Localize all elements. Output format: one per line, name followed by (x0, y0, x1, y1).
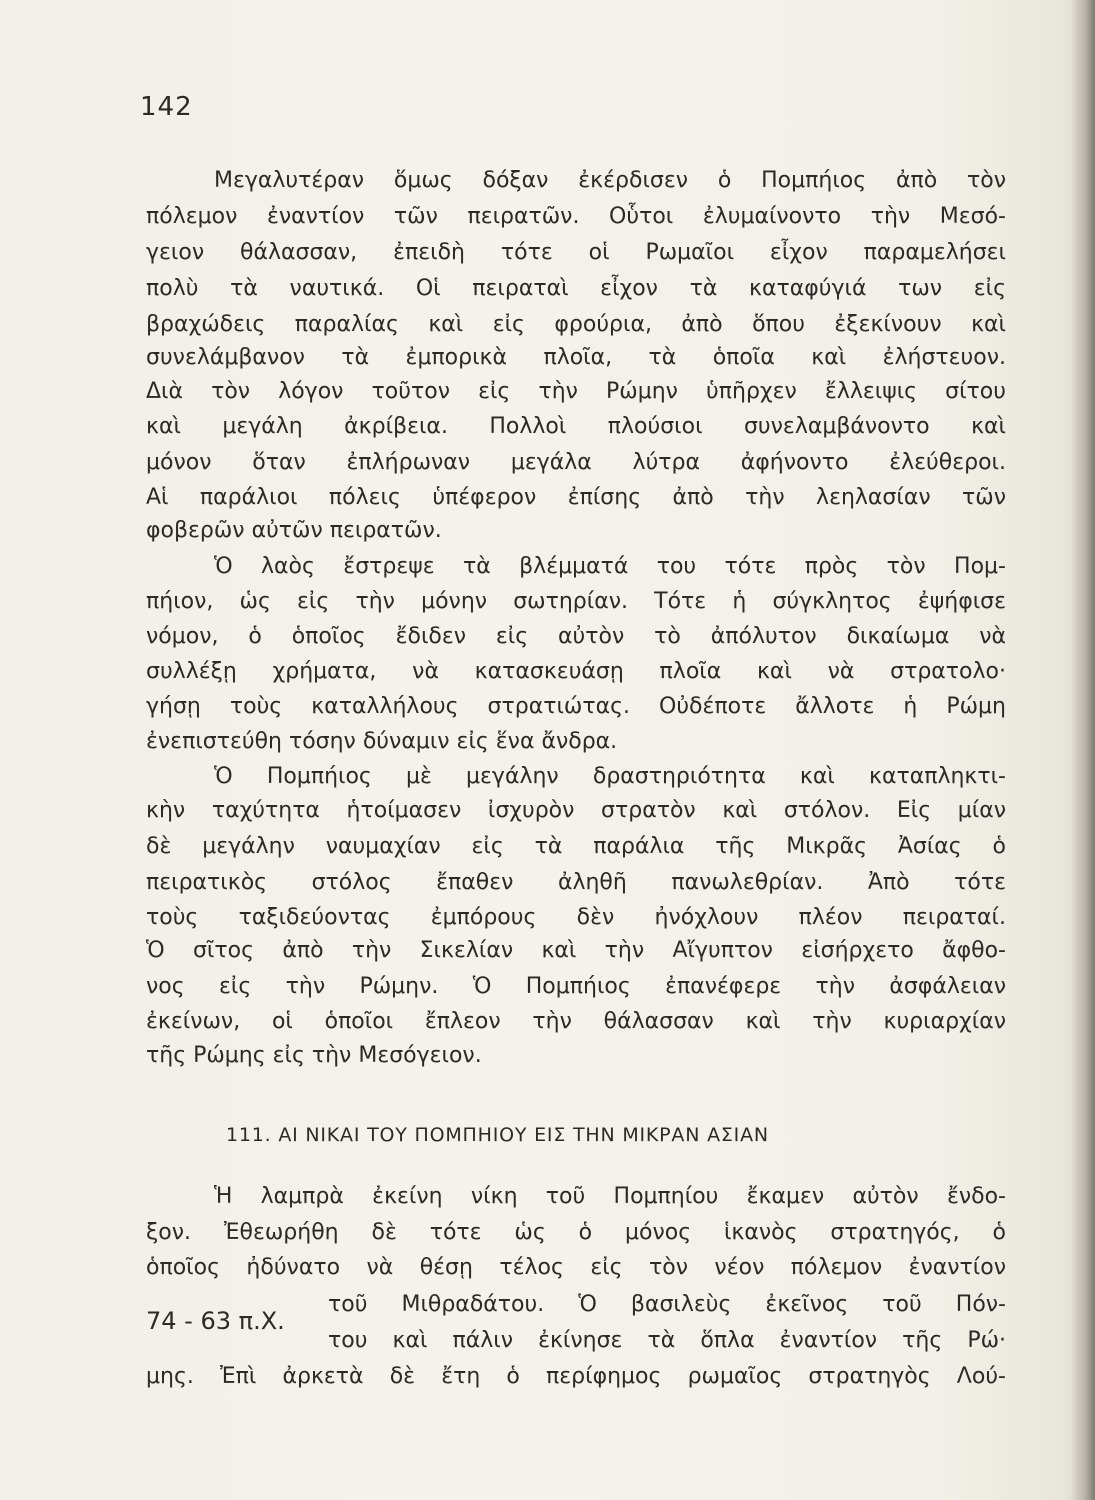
text-line: Μεγαλυτέραν ὅμως δόξαν ἐκέρδισεν ὁ Πομπήιος ἀπὸ τὸν (214, 168, 1006, 193)
text-line: γήσῃ τοὺς καταλλήλους στρατιώτας. Οὐδέποτε ἄλλοτε ἡ Ρώμη (146, 694, 1006, 719)
text-line: Ὁ σῖτος ἀπὸ τὴν Σικελίαν καὶ τὴν Αἴγυπτον εἰσήρχετο ἄφθο- (146, 938, 1006, 963)
text-line: τοὺς ταξιδεύοντας ἐμπόρους δὲν ἠνόχλουν πλέον πειραταί. (146, 905, 1006, 930)
text-line: ἐκείνων, οἱ ὁποῖοι ἔπλεον τὴν θάλασσαν καὶ τὴν κυριαρχίαν (146, 1009, 1006, 1034)
text-line: καὶ μεγάλη ἀκρίβεια. Πολλοὶ πλούσιοι συνελαμβάνοντο καὶ (146, 414, 1006, 439)
text-line: Ὁ Πομπήιος μὲ μεγάλην δραστηριότητα καὶ καταπληκτι- (214, 764, 1006, 789)
text-line: συλλέξῃ χρήματα, νὰ κατασκευάσῃ πλοῖα καὶ νὰ στρατολο· (146, 659, 1006, 684)
text-line: ἐνεπιστεύθη τόσην δύναμιν εἰς ἕνα ἄνδρα. (146, 729, 618, 754)
text-line: δὲ μεγάλην ναυμαχίαν εἰς τὰ παράλια τῆς Μικρᾶς Ἀσίας ὁ (146, 834, 1006, 859)
text-line: Ὁ λαὸς ἔστρεψε τὰ βλέμματά του τότε πρὸς τὸν Πομ- (214, 554, 1006, 579)
text-line: μης. Ἐπὶ ἀρκετὰ δὲ ἔτη ὁ περίφημος ρωμαῖος στρατηγὸς Λού- (146, 1364, 1006, 1389)
text-line: νόμον, ὁ ὁποῖος ἔδιδεν εἰς αὐτὸν τὸ ἀπόλυτον δικαίωμα νὰ (146, 624, 1006, 649)
text-line: συνελάμβανον τὰ ἐμπορικὰ πλοῖα, τὰ ὁποῖα καὶ ἐλήστευον. (146, 345, 1006, 370)
page-edge-shadow (1071, 0, 1095, 1500)
text-line: πόλεμον ἐναντίον τῶν πειρατῶν. Οὗτοι ἐλυμαίνοντο τὴν Μεσό- (146, 204, 1006, 229)
text-line: φοβερῶν αὐτῶν πειρατῶν. (146, 518, 442, 543)
text-line: ὁποῖος ἠδύνατο νὰ θέσῃ τέλος εἰς τὸν νέον πόλεμον ἐναντίον (146, 1255, 1006, 1280)
text-line: ξον. Ἐθεωρήθη δὲ τότε ὡς ὁ μόνος ἱκανὸς στρατηγός, ὁ (146, 1220, 1006, 1245)
section-heading: 111. ΑΙ ΝΙΚΑΙ ΤΟΥ ΠΟΜΠΗΙΟΥ ΕΙΣ ΤΗΝ ΜΙΚΡΑΝ ΑΣΙΑΝ (226, 1124, 769, 1146)
text-line: γειον θάλασσαν, ἐπειδὴ τότε οἱ Ρωμαῖοι εἶχον παραμελήσει (146, 240, 1006, 265)
text-line: νος εἰς τὴν Ρώμην. Ὁ Πομπήιος ἐπανέφερε τὴν ἀσφάλειαν (146, 974, 1006, 999)
text-line: του καὶ πάλιν ἐκίνησε τὰ ὅπλα ἐναντίον τῆς Ρώ· (328, 1328, 1006, 1353)
text-line: πειρατικὸς στόλος ἔπαθεν ἀληθῆ πανωλεθρίαν. Ἀπὸ τότε (146, 870, 1006, 895)
text-line: τοῦ Μιθραδάτου. Ὁ βασιλεὺς ἐκεῖνος τοῦ Πόν- (328, 1292, 1006, 1317)
text-line: κὴν ταχύτητα ἡτοίμασεν ἰσχυρὸν στρατὸν καὶ στόλον. Εἰς μίαν (146, 798, 1006, 823)
page-number: 142 (140, 92, 193, 122)
text-line: πολὺ τὰ ναυτικά. Οἱ πειραταὶ εἶχον τὰ καταφύγιά των εἰς (146, 276, 1006, 301)
text-line: Αἱ παράλιοι πόλεις ὑπέφερον ἐπίσης ἀπὸ τὴν λεηλασίαν τῶν (146, 485, 1006, 510)
text-line: πήιον, ὡς εἰς τὴν μόνην σωτηρίαν. Τότε ἡ σύγκλητος ἐψήφισε (146, 589, 1006, 614)
margin-date-note: 74 - 63 π.Χ. (146, 1307, 285, 1335)
text-line: Ἡ λαμπρὰ ἐκείνη νίκη τοῦ Πομπηίου ἔκαμεν αὐτὸν ἔνδο- (214, 1184, 1006, 1209)
text-line: τῆς Ρώμης εἰς τὴν Μεσόγειον. (146, 1043, 482, 1068)
text-line: μόνον ὅταν ἐπλήρωναν μεγάλα λύτρα ἀφήνοντο ἐλεύθεροι. (146, 450, 1006, 475)
text-line: βραχώδεις παραλίας καὶ εἰς φρούρια, ἀπὸ ὅπου ἐξεκίνουν καὶ (146, 312, 1006, 337)
text-line: Διὰ τὸν λόγον τοῦτον εἰς τὴν Ρώμην ὑπῆρχεν ἔλλειψις σίτου (146, 379, 1006, 404)
